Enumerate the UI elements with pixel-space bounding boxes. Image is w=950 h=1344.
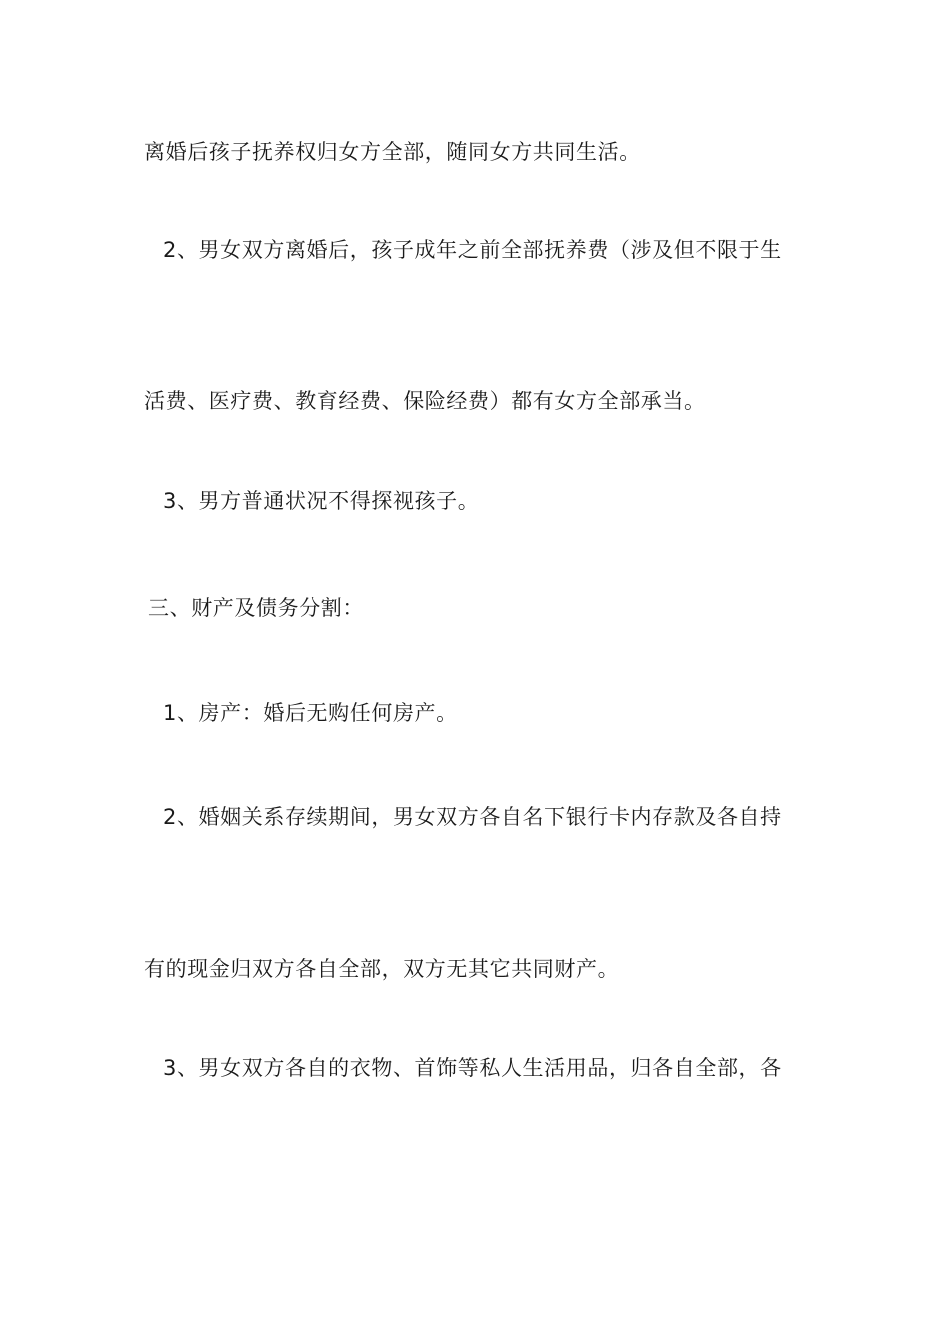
paragraph-line-real-estate: 1、房产：婚后无购任何房产。 xyxy=(163,701,458,725)
paragraph-line-support-1: 2、男女双方离婚后，孩子成年之前全部抚养费（涉及但不限于生 xyxy=(163,238,782,262)
paragraph-line-visitation: 3、男方普通状况不得探视孩子。 xyxy=(163,489,480,513)
section-heading-property: 三、财产及债务分割： xyxy=(148,596,364,620)
paragraph-line-custody: 离婚后孩子抚养权归女方全部，随同女方共同生活。 xyxy=(144,140,641,164)
paragraph-line-deposits-1: 2、婚姻关系存续期间，男女双方各自名下银行卡内存款及各自持 xyxy=(163,805,782,829)
paragraph-line-support-2: 活费、医疗费、教育经费、保险经费）都有女方全部承当。 xyxy=(144,389,706,413)
paragraph-line-personal-items: 3、男女双方各自的衣物、首饰等私人生活用品，归各自全部，各 xyxy=(163,1056,782,1080)
paragraph-line-deposits-2: 有的现金归双方各自全部，双方无其它共同财产。 xyxy=(144,957,620,981)
